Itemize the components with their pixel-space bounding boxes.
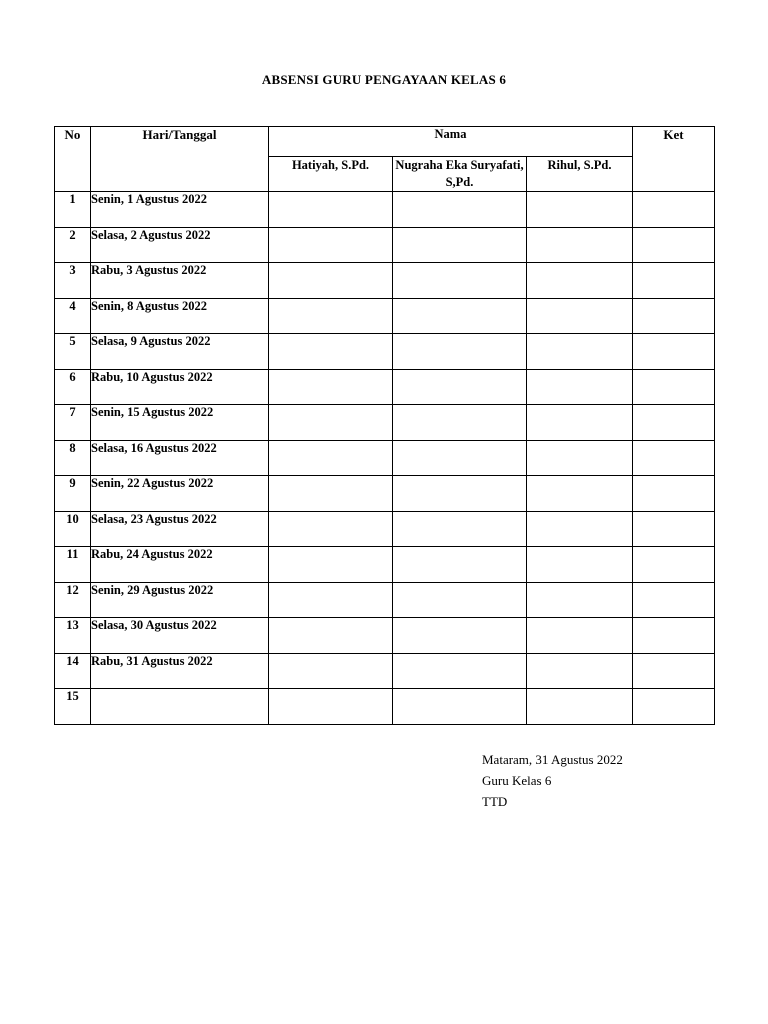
attendance-table [54, 126, 715, 725]
cell-person-3 [527, 618, 633, 654]
cell-person-2 [393, 334, 527, 370]
cell-person-1 [269, 405, 393, 441]
cell-person-3 [527, 511, 633, 547]
header-person-2: Nugraha Eka Suryafati, S,Pd. [393, 157, 527, 192]
row-day: Rabu, 31 Agustus 2022 [91, 653, 269, 689]
cell-person-3 [527, 263, 633, 299]
header-day: Hari/Tanggal [91, 127, 269, 192]
cell-ket [633, 227, 715, 263]
row-day: Senin, 29 Agustus 2022 [91, 582, 269, 618]
table-row [55, 334, 715, 370]
cell-ket [633, 653, 715, 689]
table-row [55, 653, 715, 689]
cell-person-1 [269, 298, 393, 334]
cell-person-3 [527, 476, 633, 512]
signature-place-date: Mataram, 31 Agustus 2022 [482, 752, 623, 767]
table-body [55, 192, 715, 725]
row-day: Senin, 22 Agustus 2022 [91, 476, 269, 512]
cell-person-2 [393, 511, 527, 547]
cell-person-1 [269, 227, 393, 263]
cell-ket [633, 476, 715, 512]
signature-ttd: TTD [482, 794, 508, 809]
signature-role: Guru Kelas 6 [482, 773, 552, 788]
row-day: Rabu, 10 Agustus 2022 [91, 369, 269, 405]
row-day: Rabu, 24 Agustus 2022 [91, 547, 269, 583]
row-no: 3 [55, 263, 91, 299]
cell-person-2 [393, 476, 527, 512]
table-row [55, 227, 715, 263]
cell-person-3 [527, 405, 633, 441]
table-row [55, 689, 715, 725]
row-day: Selasa, 30 Agustus 2022 [91, 618, 269, 654]
cell-person-2 [393, 653, 527, 689]
header-person-1: Hatiyah, S.Pd. [269, 157, 393, 192]
cell-ket [633, 369, 715, 405]
row-no: 5 [55, 334, 91, 370]
cell-person-1 [269, 547, 393, 583]
cell-person-1 [269, 582, 393, 618]
cell-person-1 [269, 263, 393, 299]
row-no: 11 [55, 547, 91, 583]
cell-person-3 [527, 547, 633, 583]
header-no: No [55, 127, 91, 192]
row-day [91, 689, 269, 725]
row-day: Selasa, 16 Agustus 2022 [91, 440, 269, 476]
cell-ket [633, 334, 715, 370]
document-title: ABSENSI GURU PENGAYAAN KELAS 6 [261, 72, 507, 87]
cell-person-3 [527, 298, 633, 334]
cell-person-3 [527, 582, 633, 618]
header-nama: Nama [269, 127, 633, 157]
cell-person-2 [393, 298, 527, 334]
row-day: Senin, 1 Agustus 2022 [91, 192, 269, 228]
row-no: 13 [55, 618, 91, 654]
table-row [55, 263, 715, 299]
row-no: 14 [55, 653, 91, 689]
cell-person-3 [527, 653, 633, 689]
cell-ket [633, 689, 715, 725]
cell-ket [633, 298, 715, 334]
header-row-1 [55, 127, 715, 157]
cell-person-3 [527, 192, 633, 228]
cell-person-1 [269, 440, 393, 476]
row-no: 15 [55, 689, 91, 725]
table-row [55, 547, 715, 583]
header-ket: Ket [633, 127, 715, 192]
row-no: 1 [55, 192, 91, 228]
cell-ket [633, 511, 715, 547]
cell-person-2 [393, 227, 527, 263]
signature-block [482, 749, 623, 812]
row-no: 12 [55, 582, 91, 618]
table-row [55, 298, 715, 334]
table-row [55, 582, 715, 618]
row-day: Senin, 15 Agustus 2022 [91, 405, 269, 441]
row-day: Senin, 8 Agustus 2022 [91, 298, 269, 334]
row-day: Selasa, 23 Agustus 2022 [91, 511, 269, 547]
cell-person-1 [269, 192, 393, 228]
cell-person-2 [393, 689, 527, 725]
row-no: 9 [55, 476, 91, 512]
header-person-3: Rihul, S.Pd. [527, 157, 633, 192]
cell-person-2 [393, 618, 527, 654]
cell-person-2 [393, 582, 527, 618]
row-no: 4 [55, 298, 91, 334]
cell-person-3 [527, 334, 633, 370]
cell-person-3 [527, 227, 633, 263]
row-day: Rabu, 3 Agustus 2022 [91, 263, 269, 299]
cell-person-1 [269, 511, 393, 547]
cell-person-1 [269, 689, 393, 725]
table-row [55, 405, 715, 441]
table-row [55, 440, 715, 476]
row-no: 2 [55, 227, 91, 263]
cell-ket [633, 263, 715, 299]
cell-person-2 [393, 440, 527, 476]
cell-person-2 [393, 192, 527, 228]
cell-person-3 [527, 369, 633, 405]
row-no: 6 [55, 369, 91, 405]
row-no: 8 [55, 440, 91, 476]
cell-person-1 [269, 476, 393, 512]
cell-person-3 [527, 689, 633, 725]
table-row [55, 511, 715, 547]
table-row [55, 369, 715, 405]
cell-person-2 [393, 405, 527, 441]
cell-person-1 [269, 653, 393, 689]
cell-person-2 [393, 369, 527, 405]
table-row [55, 476, 715, 512]
cell-ket [633, 192, 715, 228]
row-day: Selasa, 2 Agustus 2022 [91, 227, 269, 263]
cell-ket [633, 405, 715, 441]
cell-ket [633, 440, 715, 476]
row-day: Selasa, 9 Agustus 2022 [91, 334, 269, 370]
cell-person-3 [527, 440, 633, 476]
cell-ket [633, 582, 715, 618]
cell-person-1 [269, 334, 393, 370]
table-row [55, 192, 715, 228]
cell-person-1 [269, 618, 393, 654]
cell-person-2 [393, 263, 527, 299]
row-no: 7 [55, 405, 91, 441]
cell-person-1 [269, 369, 393, 405]
cell-person-2 [393, 547, 527, 583]
cell-ket [633, 618, 715, 654]
table-row [55, 618, 715, 654]
row-no: 10 [55, 511, 91, 547]
cell-ket [633, 547, 715, 583]
